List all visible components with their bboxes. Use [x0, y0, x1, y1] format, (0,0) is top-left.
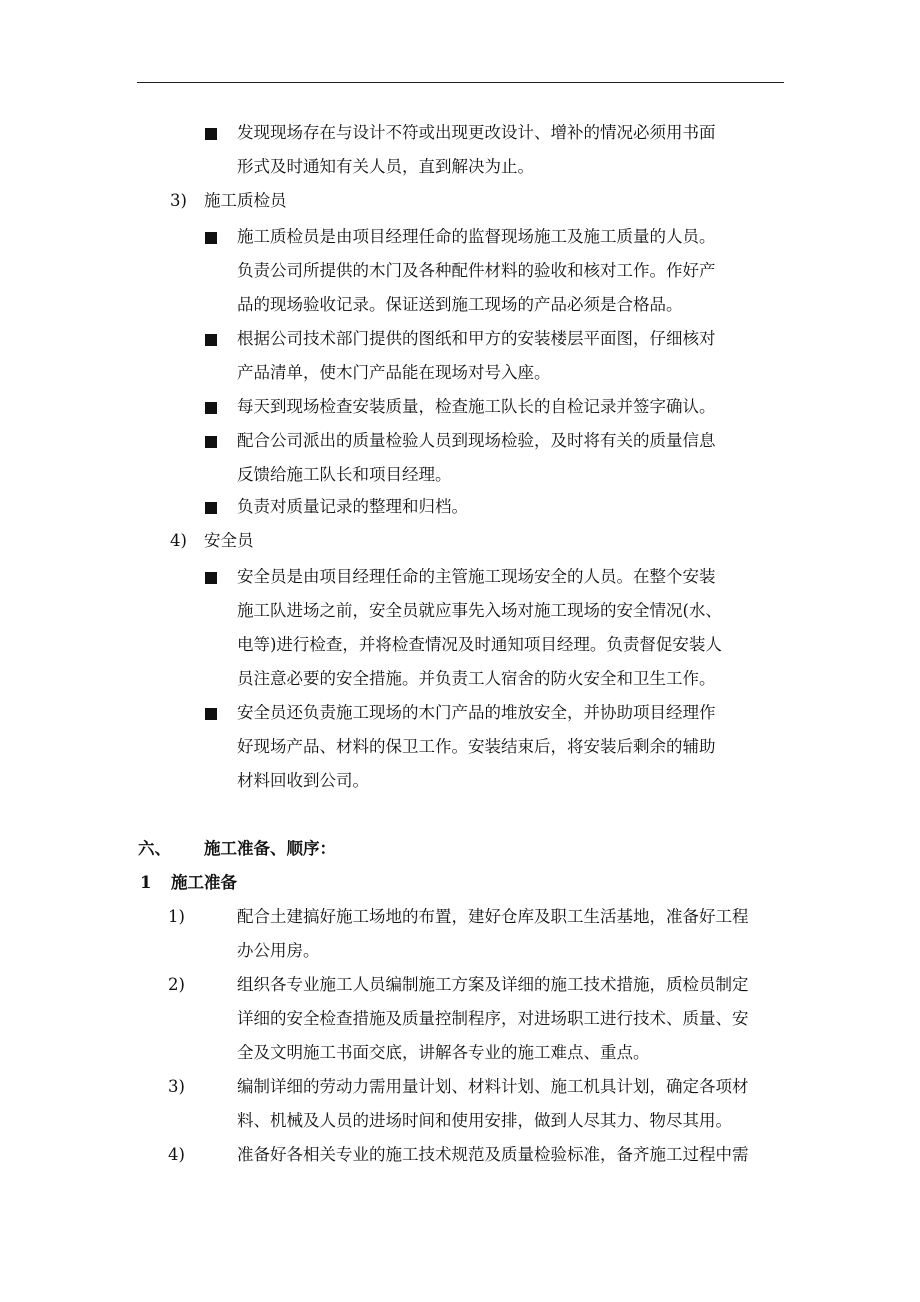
- item-number: 2): [168, 975, 185, 994]
- item-text: 编制详细的劳动力需用量计划、材料计划、施工机具计划，确定各项材 料、机械及人员的进场时间和使用安排，做到人尽其力、物尽其用。: [237, 1077, 749, 1130]
- square-bullet-icon: [205, 436, 217, 448]
- bullet-text: 负责对质量记录的整理和归档。: [237, 497, 468, 516]
- bullet-text: 施工质检员是由项目经理任命的监督现场施工及施工质量的人员。 负责公司所提供的木门及各种配件材料的验收和核对工作。作好产 品的现场验收记录。保证送到施工现场的产品必须是合格品。: [237, 227, 716, 314]
- bullet-text: 每天到现场检查安装质量，检查施工队长的自检记录并签字确认。: [237, 397, 716, 416]
- subsection-number: 3): [170, 191, 187, 210]
- bullet-text: 安全员还负责施工现场的木门产品的堆放安全，并协助项目经理作 好现场产品、材料的保卫工作。安装结束后，将安装后剩余的辅助 材料回收到公司。: [237, 703, 716, 790]
- bullet-text: 配合公司派出的质量检验人员到现场检验，及时将有关的质量信息 反馈给施工队长和项目经理。: [237, 431, 716, 484]
- square-bullet-icon: [205, 232, 217, 244]
- item-text: 组织各专业施工人员编制施工方案及详细的施工技术措施，质检员制定 详细的安全检查措施及质量控制程序，对进场职工进行技术、质量、安 全及文明施工书面交底，讲解各专业的施工难点、重点。: [237, 975, 749, 1062]
- bullet-text: 安全员是由项目经理任命的主管施工现场安全的人员。在整个安装 施工队进场之前，安全员就应事先入场对施工现场的安全情况(水、 电等)进行检查，并将检查情况及时通知项目经理。负责督促安装人 员注意必要的安全措施。并负责工人宿舍的防火安全和卫生工作。: [237, 567, 722, 688]
- subsection-number: 4): [170, 531, 187, 550]
- item-number: 4): [168, 1145, 185, 1164]
- subheading-title: 施工准备: [171, 873, 237, 892]
- square-bullet-icon: [205, 708, 217, 720]
- square-bullet-icon: [205, 402, 217, 414]
- section-number: 六、: [138, 839, 171, 858]
- square-bullet-icon: [205, 572, 217, 584]
- item-number: 3): [168, 1077, 185, 1096]
- bullet-text: 根据公司技术部门提供的图纸和甲方的安装楼层平面图，仔细核对 产品清单，使木门产品能在现场对号入座。: [237, 329, 716, 382]
- item-number: 1): [168, 907, 185, 926]
- bullet-text: 发现现场存在与设计不符或出现更改设计、增补的情况必须用书面 形式及时通知有关人员，直到解决为止。: [237, 123, 716, 176]
- item-text: 配合土建搞好施工场地的布置，建好仓库及职工生活基地，准备好工程 办公用房。: [237, 907, 749, 960]
- item-text: 准备好各相关专业的施工技术规范及质量检验标准，备齐施工过程中需: [237, 1145, 749, 1164]
- square-bullet-icon: [205, 334, 217, 346]
- section-title: 施工准备、顺序：: [204, 839, 336, 858]
- square-bullet-icon: [205, 502, 217, 514]
- subsection-title: 施工质检员: [204, 191, 287, 210]
- header-rule: [137, 82, 784, 83]
- subsection-title: 安全员: [204, 531, 254, 550]
- square-bullet-icon: [205, 128, 217, 140]
- subheading-number: 1: [140, 873, 152, 892]
